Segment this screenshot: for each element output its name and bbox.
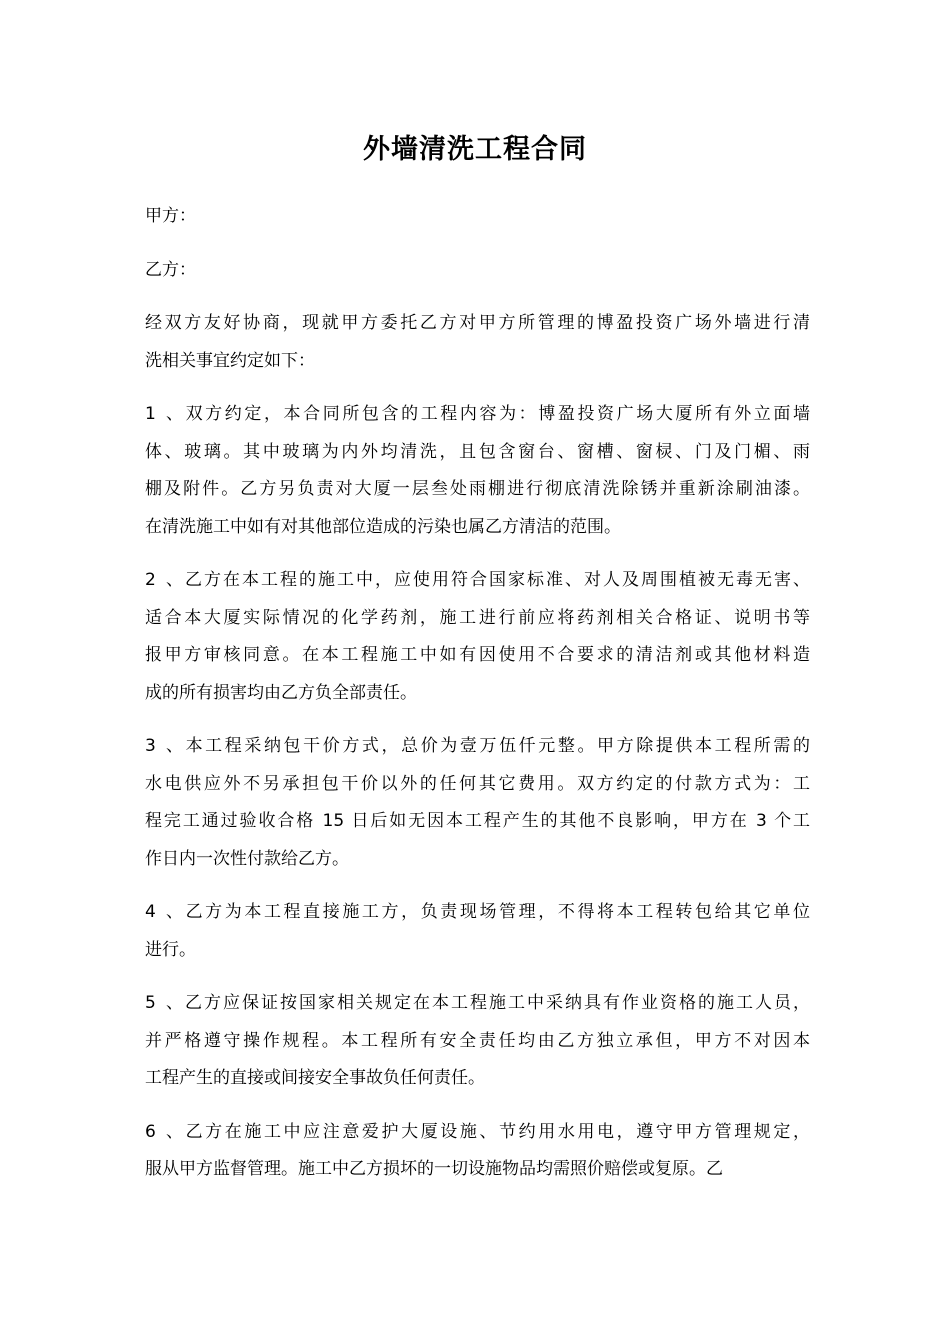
text-line xyxy=(145,1114,810,1152)
clause-number: 3、 xyxy=(145,736,183,756)
text-line: 进行。 xyxy=(145,939,196,960)
text-line: 报甲方审核同意。在本工程施工中如有因使用不合要求的清洁剂或其他材料造 xyxy=(145,645,810,665)
text-line: 适合本大厦实际情况的化学药剂，施工进行前应将药剂相关合格证、说明书等 xyxy=(145,607,810,628)
text-line: 工程产生的直接或间接安全事故负任何责任。 xyxy=(145,1068,485,1088)
text-line xyxy=(145,894,810,932)
text-line: 经双方友好协商，现就甲方委托乙方对甲方所管理的博盈投资广场外墙进行清 xyxy=(145,313,810,333)
clause-6 xyxy=(145,1114,810,1189)
clause-number: 2、 xyxy=(145,570,183,590)
clause-5 xyxy=(145,985,810,1098)
clause-text: 乙方在施工中应注意爱护大厦设施、节约用水用电，遵守甲方管理规定， xyxy=(183,1121,810,1142)
clause-text: 乙方在本工程的施工中，应使用符合国家标准、对人及周围植被无毒无害、 xyxy=(183,570,810,590)
clause-number: 1、 xyxy=(145,404,183,424)
intro-paragraph xyxy=(145,305,810,380)
clause-number: 5、 xyxy=(145,993,183,1013)
text-line: 作日内一次性付款给乙方。 xyxy=(145,848,349,869)
text-line: 成的所有损害均由乙方负全部责任。 xyxy=(145,682,417,703)
clause-text: 双方约定，本合同所包含的工程内容为：博盈投资广场大厦所有外立面墙 xyxy=(183,404,810,424)
clause-4 xyxy=(145,894,810,969)
text-line xyxy=(145,562,810,600)
clause-text: 本工程采纳包干价方式，总价为壹万伍仟元整。甲方除提供本工程所需的 xyxy=(183,736,810,756)
text-line: 服从甲方监督管理。施工中乙方损坏的一切设施物品均需照价赔偿或复原。乙 xyxy=(145,1159,723,1179)
clause-3 xyxy=(145,728,810,878)
text-line: 在清洗施工中如有对其他部位造成的污染也属乙方清洁的范围。 xyxy=(145,516,621,537)
text-line: 程完工通过验收合格 15 日后如无因本工程产生的其他不良影响，甲方在 3 个工 xyxy=(145,811,810,831)
clause-2 xyxy=(145,562,810,712)
clause-text: 乙方应保证按国家相关规定在本工程施工中采纳具有作业资格的施工人员， xyxy=(183,993,810,1013)
clause-number: 6、 xyxy=(145,1121,183,1142)
clause-1 xyxy=(145,396,810,546)
text-line xyxy=(145,396,810,434)
text-line: 洗相关事宜约定如下： xyxy=(145,350,315,371)
text-line: 水电供应外不另承担包干价以外的任何其它费用。双方约定的付款方式为：工 xyxy=(145,773,810,794)
clause-text: 乙方为本工程直接施工方，负责现场管理，不得将本工程转包给其它单位 xyxy=(183,902,810,922)
party-b-label: 乙方： xyxy=(145,259,196,280)
text-line xyxy=(145,728,810,766)
document-body xyxy=(145,198,810,1205)
text-line xyxy=(145,985,810,1023)
party-a-label: 甲方： xyxy=(145,206,196,226)
document-title: 外墙清洗工程合同 xyxy=(363,134,587,165)
text-line: 棚及附件。乙方另负责对大厦一层叁处雨棚进行彻底清洗除锈并重新涂刷油漆。 xyxy=(145,479,810,499)
text-line: 体、玻璃。其中玻璃为内外均清洗，且包含窗台、窗槽、窗棂、门及门楣、雨 xyxy=(145,441,810,462)
clause-number: 4、 xyxy=(145,902,183,922)
text-line: 并严格遵守操作规程。本工程所有安全责任均由乙方独立承但，甲方不对因本 xyxy=(145,1030,810,1051)
